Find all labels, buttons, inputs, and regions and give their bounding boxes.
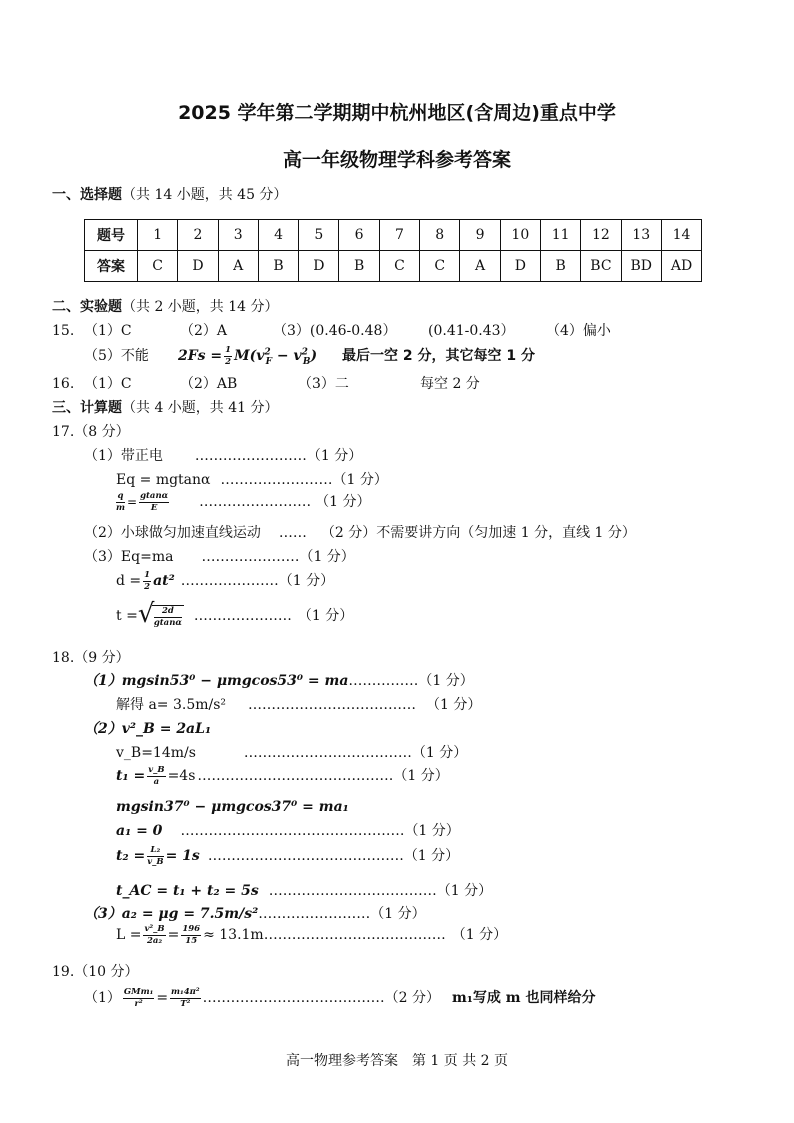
leader-dots: ……………………: [194, 448, 307, 464]
frac-num: L₂: [147, 846, 163, 857]
question-number-cell: 12: [581, 220, 621, 251]
fraction: [154, 607, 182, 627]
section-number: 一、: [52, 187, 80, 203]
leader-dots: ……: [278, 525, 307, 541]
frac-num: m₁4π²: [171, 987, 200, 997]
eq-part: 2Fs =: [178, 348, 223, 364]
frac-num: 196: [182, 924, 201, 934]
frac-den: v_B: [147, 856, 164, 867]
leader-dots: …………………: [201, 549, 300, 565]
table-header-cell: 答案: [85, 251, 138, 282]
line-score: （1 分）: [436, 883, 493, 899]
q15-answer-1: （1）C: [84, 323, 132, 339]
answer-table: [84, 219, 702, 282]
answer-cell: A: [218, 251, 258, 282]
fraction: [181, 925, 201, 945]
line-text: t =: [116, 608, 138, 624]
scoring-note: m₁写成 m 也同样给分: [451, 990, 596, 1006]
q18-line-9: [116, 884, 492, 898]
q17-line-2: [116, 473, 388, 487]
line-score: （1 分）: [403, 848, 460, 864]
q18-line-4: [116, 746, 467, 760]
fraction: [143, 571, 151, 591]
section-heading-experiment: [52, 300, 279, 314]
line-score: （1 分）: [315, 494, 371, 510]
frac-den: 15: [185, 935, 198, 946]
line-math: t₂ =: [116, 848, 146, 864]
sqrt-inner: [152, 605, 184, 627]
document-title: 2025 学年第二学期期中杭州地区(含周边)重点中学: [178, 102, 616, 124]
frac-num: GMm₁: [123, 987, 154, 997]
answer-cell: B: [540, 251, 580, 282]
leader-dots: ……………………………………: [197, 768, 394, 784]
line-score: （2 分）: [384, 990, 440, 1006]
answer-cell: A: [460, 251, 500, 282]
fraction: [143, 925, 165, 945]
line-score: （1 分）: [451, 927, 508, 943]
answer-cell: BD: [621, 251, 661, 282]
answer-cell: C: [379, 251, 419, 282]
line-text: 解得 a= 3.5m/s²: [116, 697, 227, 713]
line-score: （1 分）: [404, 823, 460, 839]
answer-cell: AD: [661, 251, 701, 282]
line-math: （1）mgsin53⁰ − μmgcos53⁰ = ma: [84, 673, 349, 689]
section-detail: （共 4 小题，共 41 分）: [122, 400, 279, 416]
q15-answer-3b: (0.41-0.43）: [428, 323, 515, 339]
q18-line-6: mgsin37⁰ − μmgcos37⁰ = ma₁: [116, 799, 349, 815]
q15-answer-3: （3）(0.46-0.48）: [273, 323, 397, 339]
frac-den: 2a₂: [146, 935, 163, 946]
q18-line-11: [116, 925, 507, 945]
answer-cell: C: [420, 251, 460, 282]
frac-den: r²: [134, 998, 143, 1009]
q18-line-3: （2）v²_B = 2aL₁: [84, 721, 212, 737]
line-score: （1 分）: [393, 768, 449, 784]
section-heading-calculation: [52, 401, 279, 415]
q15-answer-4: （4）偏小: [546, 323, 611, 339]
frac-den: a: [153, 776, 160, 787]
leader-dots: ……………………: [220, 472, 333, 488]
line-score: （2 分）不需要讲方向（匀加速 1 分，直线 1 分）: [320, 525, 636, 541]
section-heading-choice: [52, 188, 287, 202]
line-math: t₁ =: [116, 768, 146, 784]
q18-line-10: [84, 907, 426, 921]
q15-answer-5: （5）不能: [84, 348, 149, 364]
frac-num: 1: [144, 570, 151, 580]
leader-dots: ………………………………: [268, 883, 437, 899]
question-number-cell: 7: [379, 220, 419, 251]
question-number-cell: 11: [540, 220, 580, 251]
q15-number: 15.: [52, 323, 75, 339]
question-number-cell: 10: [500, 220, 540, 251]
q15-scoring-note: 最后一空 2 分，其它每空 1 分: [342, 348, 535, 364]
eq-part: ): [310, 348, 318, 364]
line-score: （1 分）: [411, 745, 468, 761]
frac-num: 1: [225, 345, 232, 355]
leader-dots: ……………………: [199, 494, 312, 510]
leader-dots: …………………: [193, 608, 292, 624]
line-text: d =: [116, 573, 142, 589]
leader-dots: ………………………………: [248, 697, 417, 713]
line-text: （3）Eq=ma: [84, 549, 174, 565]
frac-den: E: [150, 502, 158, 513]
question-number-cell: 6: [339, 220, 379, 251]
line-text: （2）小球做匀加速直线运动: [84, 525, 261, 541]
q17-line-7: [116, 599, 354, 629]
question-number-cell: 4: [258, 220, 298, 251]
fraction: [123, 988, 154, 1008]
line-text: （1）带正电: [84, 448, 163, 464]
q18-line-1: [84, 674, 474, 688]
section-name: 计算题: [80, 400, 122, 416]
line-score: （1 分）: [332, 472, 388, 488]
leader-dots: ……………………………………: [207, 848, 404, 864]
section-name: 实验题: [80, 299, 122, 315]
frac-num: v²_B: [144, 924, 165, 934]
sqrt-expression: [137, 599, 184, 629]
leader-dots: …………………………………………: [180, 823, 405, 839]
line-score: （1 分）: [297, 608, 354, 624]
table-row: [85, 251, 702, 282]
frac-den: m: [116, 502, 125, 513]
eq-sup: 2: [301, 347, 308, 358]
line-text: Eq = mgtanα: [116, 472, 211, 488]
q16-answer-3: （3）二: [298, 376, 349, 392]
q15-answer-2: （2）A: [180, 323, 228, 339]
line-score: （1 分）: [306, 448, 363, 464]
frac-den: gtanα: [153, 617, 182, 628]
line-score: （1 分）: [418, 673, 474, 689]
eq-part: − v: [272, 348, 302, 364]
frac-den: 2: [144, 581, 151, 592]
section-number: 三、: [52, 400, 80, 416]
q18-line-2: [116, 698, 481, 712]
leader-dots: ……………………: [258, 906, 371, 922]
line-score: （1 分）: [370, 906, 426, 922]
q19-heading: 19.（10 分）: [52, 964, 139, 980]
document-subtitle: 高一年级物理学科参考答案: [282, 149, 511, 171]
q18-line-5: [116, 766, 449, 786]
answer-cell: D: [500, 251, 540, 282]
eq-sub: F: [265, 356, 273, 367]
frac-num: gtanα: [140, 491, 169, 501]
q17-line-6: [116, 571, 334, 591]
table-row: [85, 220, 702, 251]
answer-cell: C: [138, 251, 178, 282]
line-text: L =: [116, 927, 142, 943]
question-number-cell: 1: [138, 220, 178, 251]
question-number-cell: 2: [178, 220, 218, 251]
line-text: =4s: [167, 768, 196, 784]
frac-num: v_B: [148, 765, 165, 775]
q15-equation: [178, 346, 317, 367]
line-text: （1）: [84, 990, 121, 1006]
answer-cell: D: [178, 251, 218, 282]
q18-line-7: [116, 824, 460, 838]
answer-cell: B: [339, 251, 379, 282]
answer-cell: D: [299, 251, 339, 282]
line-score: （1 分）: [299, 549, 355, 565]
question-number-cell: 5: [299, 220, 339, 251]
leader-dots: ……………: [348, 673, 419, 689]
line-text: ≈ 13.1m: [203, 927, 264, 943]
line-math: at²: [153, 573, 175, 589]
q16-number: 16.: [52, 376, 75, 392]
fraction: [147, 846, 163, 866]
eq-sup: 2: [264, 347, 271, 358]
eq-sign: =: [156, 990, 169, 1006]
q18-line-8: [116, 846, 459, 866]
page-footer: 高一物理参考答案 第 1 页 共 2 页: [285, 1053, 509, 1069]
eq-sub: B: [302, 356, 311, 367]
line-math: = 1s: [165, 848, 200, 864]
answer-cell: B: [258, 251, 298, 282]
line-math: a₁ = 0: [116, 823, 163, 839]
q17-line-1: [84, 449, 362, 463]
leader-dots: ………………………………: [243, 745, 412, 761]
question-number-cell: 14: [661, 220, 701, 251]
table-header-cell: 题号: [85, 220, 138, 251]
line-math: （3）a₂ = μg = 7.5m/s²: [84, 906, 259, 922]
question-number-cell: 9: [460, 220, 500, 251]
line-score: （1 分）: [426, 697, 482, 713]
eq-part: M(v: [234, 348, 265, 364]
eq-fraction: [224, 346, 232, 366]
q17-heading: 17.（8 分）: [52, 424, 130, 440]
fraction: [170, 988, 201, 1008]
line-math: t_AC = t₁ + t₂ = 5s: [116, 883, 259, 899]
section-detail: （共 2 小题，共 14 分）: [122, 299, 279, 315]
question-number-cell: 13: [621, 220, 661, 251]
fraction: [147, 766, 165, 786]
q16-answer-1: （1）C: [84, 376, 132, 392]
answer-cell: BC: [581, 251, 621, 282]
q17-line-4: [84, 526, 636, 540]
frac-num: q: [117, 491, 124, 501]
section-name: 选择题: [80, 187, 122, 203]
line-score: （1 分）: [278, 573, 335, 589]
question-number-cell: 3: [218, 220, 258, 251]
q18-heading: 18.（9 分）: [52, 650, 130, 666]
eq-sign: =: [167, 927, 180, 943]
q17-line-5: [84, 550, 355, 564]
leader-dots: …………………………………: [202, 990, 385, 1006]
frac-den: T²: [180, 998, 191, 1009]
line-text: v_B=14m/s: [116, 745, 196, 761]
section-number: 二、: [52, 299, 80, 315]
q16-scoring-note: 每空 2 分: [420, 376, 480, 392]
fraction: [116, 492, 125, 512]
frac-num: 2d: [154, 607, 182, 618]
sqrt-icon: √: [137, 599, 155, 629]
leader-dots: …………………………………: [263, 927, 446, 943]
q19-line-1: [84, 988, 596, 1008]
leader-dots: …………………: [180, 573, 279, 589]
section-detail: （共 14 小题，共 45 分）: [122, 187, 288, 203]
eq-sign: =: [127, 495, 138, 509]
q16-answer-2: （2）AB: [180, 376, 238, 392]
frac-den: 2: [225, 356, 232, 367]
fraction: [139, 492, 169, 512]
q17-line-3: [114, 492, 371, 512]
question-number-cell: 8: [420, 220, 460, 251]
